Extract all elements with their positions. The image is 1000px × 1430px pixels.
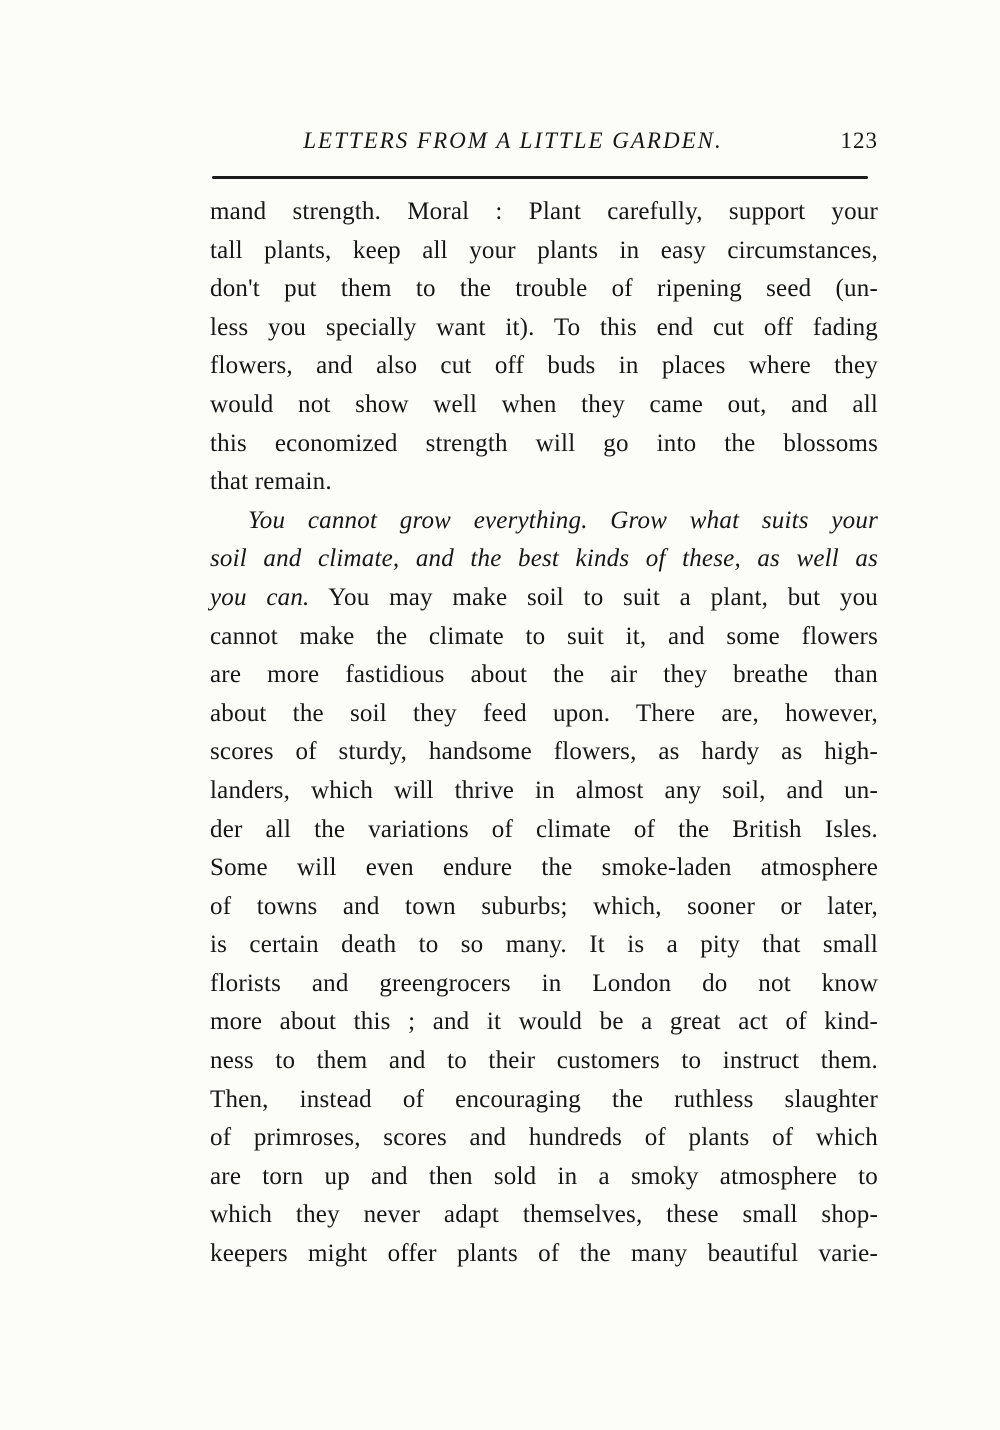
text-line: less you specially want it). To this end cut off fading (210, 313, 878, 341)
text-line: this economized strength will go into the blossoms (210, 429, 878, 457)
text-line: You cannot grow everything. Grow what suits your (248, 506, 878, 534)
text-line: tall plants, keep all your plants in easy circumstances, (210, 236, 878, 264)
header-rule (212, 176, 868, 179)
text-line: scores of sturdy, handsome flowers, as hardy as high- (210, 738, 878, 766)
text-line: of towns and town suburbs; which, sooner or later, (210, 892, 878, 920)
page-number: 123 (840, 128, 878, 153)
text-segment-roman: You may make soil to suit a plant, but you (309, 583, 879, 611)
text-line: landers, which will thrive in almost any soil, and un- (210, 776, 878, 804)
text-line: Then, instead of encouraging the ruthless slaughter (210, 1085, 878, 1113)
text-line: of primroses, scores and hundreds of plants of which (210, 1124, 878, 1152)
text-line: Some will even endure the smoke-laden atmosphere (210, 854, 878, 882)
text-line: would not show well when they came out, and all (210, 390, 878, 418)
header-title: LETTERS FROM A LITTLE GARDEN. (303, 128, 723, 153)
text-line (210, 579, 878, 618)
text-line: der all the variations of climate of the British Isles. (210, 815, 878, 843)
text-line: don't put them to the trouble of ripening seed (un- (210, 275, 878, 303)
text-line: mand strength. Moral : Plant carefully, support your (210, 198, 878, 225)
text-line: are more fastidious about the air they breathe than (210, 661, 878, 689)
running-header (210, 128, 878, 164)
text-line: flowers, and also cut off buds in places where they (210, 352, 878, 380)
text-line: is certain death to so many. It is a pity that small (210, 931, 878, 959)
text-line: florists and greengrocers in London do not know (210, 969, 878, 997)
text-line: cannot make the climate to suit it, and some flowers (210, 622, 878, 650)
page-body (210, 193, 878, 1274)
text-line: which they never adapt themselves, these small shop- (210, 1201, 878, 1229)
text-line: are torn up and then sold in a smoky atmosphere to (210, 1162, 878, 1190)
text-segment-italic: you can. (210, 583, 310, 611)
text-line: that remain. (210, 468, 332, 496)
text-line: keepers might offer plants of the many beautiful varie- (210, 1240, 878, 1268)
text-line: ness to them and to their customers to instruct them. (210, 1047, 878, 1075)
text-line: soil and climate, and the best kinds of these, as well as (210, 545, 878, 573)
text-line: about the soil they feed upon. There are, however, (210, 699, 878, 727)
text-line: more about this ; and it would be a great act of kind- (210, 1008, 878, 1036)
